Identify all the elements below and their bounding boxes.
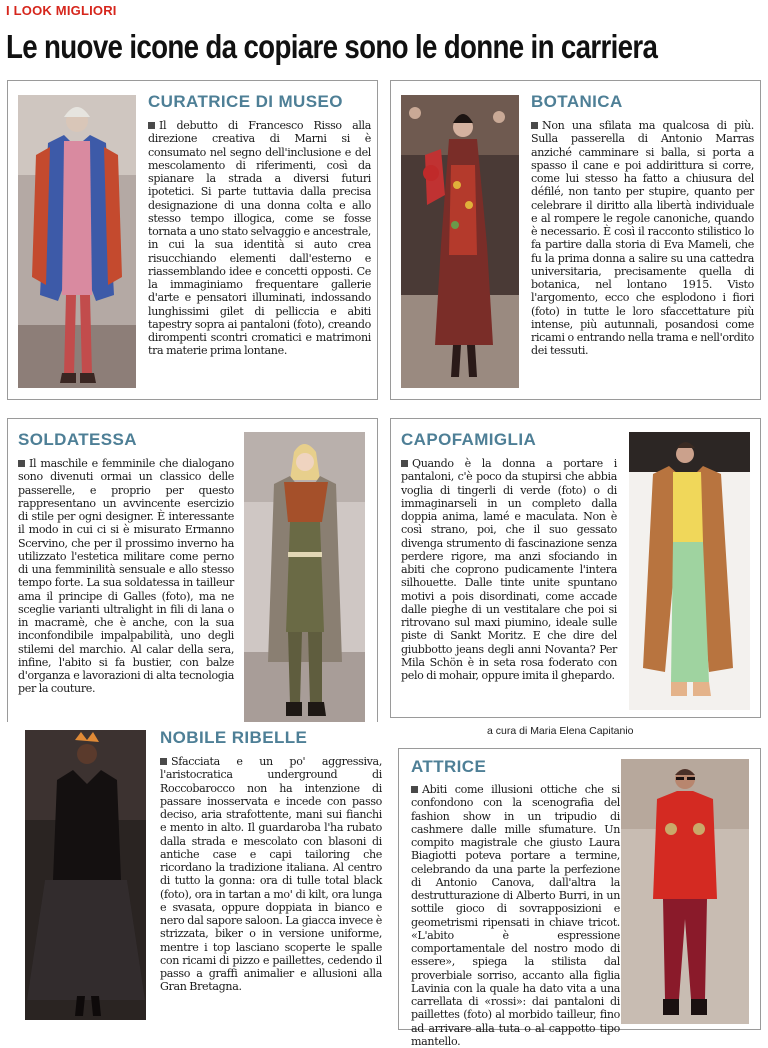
kicker-curatrice: CURATRICE DI MUSEO [148,92,343,111]
kicker-soldatessa: SOLDATESSA [18,430,137,449]
article-nobile-ribelle [7,722,388,1027]
kicker-capofamiglia: CAPOFAMIGLIA [401,430,537,449]
fashion-photo [621,759,749,1024]
headline: Le nuove icone da copiare sono le donne in carriera [6,28,658,65]
body-curatrice: Il debutto di Francesco Risso alla direzione creativa di Marni si è consumato nel segno dell'inclusione e del mescolamento di riferimenti, così da spianare la strada a diversi futuri ipotetici. Si parte tuttavia dalla precisa designazione di una donna colta e allo stesso tempo illogica, come se fosse tornata a uno stato selvaggio e ancestrale, in cui la sua identità si auto crea risucchiando elementi dall'esterno e riassemblando idee e concetti opposti. Ce la immaginiamo frequentare gallerie d'arte e pensatori illuminati, indossando lunghissimi gilet di pelliccia e abiti tapestry sopra ai pantaloni (foto), creando dirompenti scontri cromatici e matrimoni tra materie prima lontane. [148,119,371,358]
bullet-icon [160,758,167,765]
body-botanica: Non una sfilata ma qualcosa di più. Sulla passerella di Antonio Marras anziché camminare si balla, si porta a spasso il cane e poi addirittura si corre, come lui stesso ha fatto a chiusura del défilé, non tanto per stupire, quanto per celebrare il diritto alla libertà individuale e al rompere le regole canoniche, quando è necessario. È così il racconto stilistico lo fa partire dalla storia di Eva Mameli, che fu la prima donna a salire su una cattedra universitaria, precisamente quella di botanica, nel lontano 1915. Visto l'argomento, ecco che esplodono i fiori (foto) in tutte le loro sfaccettature più intense, più autunnali, posandosi come ricami o entrando nella trama e nell'ordito dei tessuti. [531,119,754,358]
article-soldatessa [7,418,378,738]
article-botanica [390,80,761,400]
bullet-icon [401,460,408,467]
kicker-botanica: BOTANICA [531,92,623,111]
credit: a cura di Maria Elena Capitanio [487,725,634,737]
article-curatrice [7,80,378,400]
fashion-photo [244,432,365,725]
body-soldatessa: Il maschile e femminile che dialogano sono divenuti ormai un classico delle passerelle, e proprio per questo rappresentano un avvincente esercizio di stile per ogni designer. È interessante il modo in cui ci si è misurato Ermanno Scervino, che per il prossimo inverno ha utilizzato l'estetica militare come perno di una femminilità sensuale e allo stesso tempo forte. La sua soldatessa in tailleur ama il principe di Galles (foto), ma ne sceglie varianti ultralight in fili di lana o in macramè, che è anche, con la sua inconfondibile impalpabilità, uno degli stilemi del marchio. Al calar della sera, infine, l'abito si fa bustier, con balze d'organza e lavorazioni di alta tecnologia per la couture. [18,457,234,696]
bullet-icon [411,786,418,793]
fashion-photo [629,432,750,710]
bullet-icon [531,122,538,129]
body-nobile-ribelle: Sfacciata e un po' aggressiva, l'aristocratica underground di Roccobarocco non ha intenzione di passare inosservata e incede con passo deciso, aria strafottente, mani sui fianchi e mento in alto. Il guardaroba l'ha rubato dalla strada e mescolato con blasoni di antiche case e capi tailoring che ricordano la tradizione italiana. Al centro di tutto la gonna: ora di tulle total black (foto), ora in tartan a mo' di kilt, ora lunga e svasata, oppure doppiata in bianco e nero dal sapore saloon. La giacca invece è strizzata, biker o in versione uniforme, mentre i top lasciano scoperte le spalle con ricami di pizzo e paillettes, cedendo il passo a graffi animalier e allusioni alla Gran Bretagna. [160,755,382,994]
article-attrice [398,748,761,1048]
fashion-photo [18,95,136,388]
section-label: I LOOK MIGLIORI [6,3,117,18]
fashion-photo [25,730,146,1020]
kicker-nobile-ribelle: NOBILE RIBELLE [160,728,308,747]
body-capofamiglia: Quando è la donna a portare i pantaloni, c'è poco da stupirsi che abbia voglia di tingerli di verde (foto) o di immaginarseli in un completo dalla doppia anima, lamé e maculata. Non è così strano, poi, che il suo gessato divenga strumento di fascinazione senza perdere rigore, ma anzi sfociando in abiti che coprono pudicamente l'intera silhouette. Dalle tinte unite spuntano motivi a pois disordinati, come accade dalle pieghe di un vestitalare che poi si ritrovano sul maxi piumino, ideale sulle piste di Sankt Moritz. E che dire del giubbotto jeans degli anni Novanta? Per Mila Schön è in seta rosa foderato con pelo di mohair, oppure imita il ghepardo. [401,457,617,682]
kicker-attrice: ATTRICE [411,757,487,776]
bullet-icon [18,460,25,467]
fashion-photo [401,95,519,388]
article-capofamiglia [390,418,761,718]
bullet-icon [148,122,155,129]
body-attrice: Abiti come illusioni ottiche che si confondono con la scenografia del fashion show in un tripudio di cashmere dalle mille sfumature. Un compito magistrale che giusto Laura Biagiotti poteva portare a termine, celebrando da una parte la perfezione di Antonio Canova, dall'altra la destrutturazione di Alberto Burri, in un sottile gioco di sovrapposizioni e geometrismi ripensati in chiave tricot. «L'abito è espressione comportamentale del nostro modo di essere», spiega la stilista dal proverbiale sorriso, accanto alla figlia Lavinia con la quale ha dato vita a una carrellata di «rossi»: dai pantaloni di paillettes (foto) al morbido tailleur, fino ad arrivare alla tuta o al cappotto tipo mantello. [411,783,620,1048]
